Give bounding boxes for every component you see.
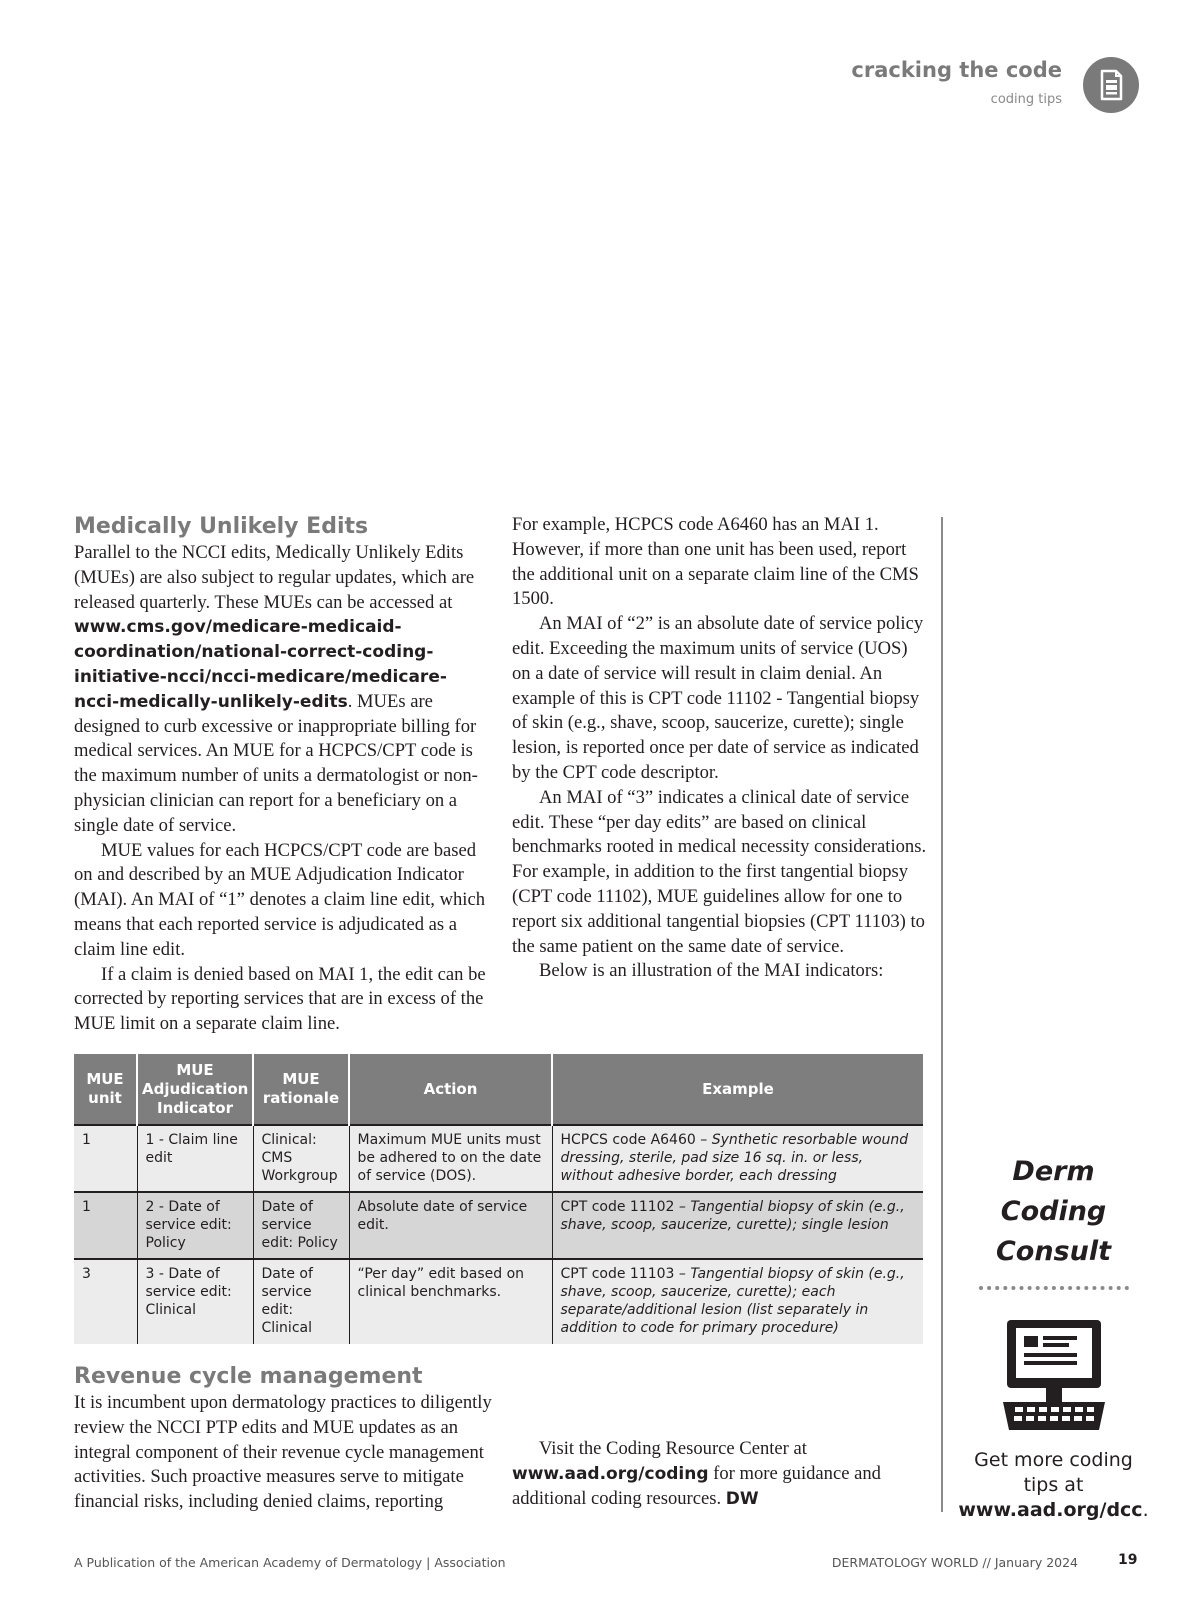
paragraph-text: Parallel to the NCCI edits, Medically Unlikely Edits (MUEs) are also subject to regular updates, which are released quarterly. These MUEs can be accessed at [74,542,475,613]
publication-footer: A Publication of the American Academy of Dermatology | Association [74,1555,506,1570]
paragraph-text: . MUEs are designed to curb excessive or inappropriate billing for medical services. An MUE for a HCPCS/CPT code is the maximum number of units a dermatologist or non-physician clinician can report for a beneficiary on a single date of service. [74,690,478,836]
paragraph: MUE values for each HCPCS/CPT code are based on and described by an MUE Adjudication Indicator (MAI). An MAI of “1” denotes a claim line edit, which means that each reported service is adjudicated as a claim line edit. [74,839,486,960]
paragraph: An MAI of “3” indicates a clinical date of service edit. These “per day edits” are based on clinical benchmarks rooted in medical necessity considerations. For example, in addition to the first tangential biopsy (CPT code 11102), MUE guidelines allow for one to report six additional tangential biopsies (CPT 11103) to the same patient on the same date of service. [512,786,927,957]
paragraph: It is incumbent upon dermatology practices to diligently review the NCCI PTP edits and MUE updates as an integral component of their revenue cycle management activities. Such proactive measures serve to mitigate financial risks, including denied claims, reporting [74,1392,492,1513]
cell-rationale: Date of service edit: Clinical [253,1259,349,1344]
column-header-indicator: MUE Adjudication Indicator [137,1054,253,1125]
cell-rationale: Clinical: CMS Workgroup [253,1125,349,1192]
cell-example [552,1259,923,1344]
computer-icon [999,1318,1109,1436]
cell-rationale: Date of service edit: Policy [253,1192,349,1259]
section-heading-mue: Medically Unlikely Edits [74,514,369,539]
table-row [74,1259,923,1344]
magazine-issue: DERMATOLOGY WORLD // January 2024 [831,1555,1078,1570]
cell-action: Absolute date of service edit. [349,1192,552,1259]
cell-action: “Per day” edit based on clinical benchmarks. [349,1259,552,1344]
cms-mue-link[interactable]: www.cms.gov/medicare-medicaid-coordination/national-correct-coding-initiative-ncci/ncci-medicare/medicare-ncci-medically-unlikely-edits [74,617,447,712]
sidebar-text-end: . [1142,1499,1149,1521]
table-row [74,1125,923,1192]
section-title: cracking the code [851,58,1062,82]
paragraph-text: for more guidance and additional coding resources. [512,1462,881,1509]
mai-indicators-table [74,1054,923,1344]
paragraph: Below is an illustration of the MAI indicators: [539,960,884,982]
column-header-unit: MUE unit [74,1054,137,1125]
paragraph [74,541,492,839]
end-signature: DW [725,1488,759,1509]
cell-action: Maximum MUE units must be adhered to on the date of service (DOS). [349,1125,552,1192]
paragraph: For example, HCPCS code A6460 has an MAI 1. However, if more than one unit has been used, report the additional unit on a separate claim line of the CMS 1500. [512,514,919,610]
cell-indicator: 3 - Date of service edit: Clinical [137,1259,253,1344]
article-column-left-lower [74,1363,492,1515]
example-code: CPT code 11102 – [560,1199,691,1215]
cell-indicator: 2 - Date of service edit: Policy [137,1192,253,1259]
section-heading-revenue: Revenue cycle management [74,1364,423,1389]
column-header-rationale: MUE rationale [253,1054,349,1125]
cell-unit: 1 [74,1125,137,1192]
article-column-right-lower [512,1363,928,1511]
column-divider [941,517,943,1512]
article-column-right [512,513,928,984]
column-header-example: Example [552,1054,923,1125]
cell-example [552,1125,923,1192]
paragraph-text: Visit the Coding Resource Center at [539,1438,807,1459]
paragraph: If a claim is denied based on MAI 1, the edit can be corrected by reporting services that are in excess of the MUE limit on a separate claim line. [74,963,486,1035]
cell-indicator: 1 - Claim line edit [137,1125,253,1192]
example-code: CPT code 11103 – [560,1266,691,1282]
example-code: HCPCS code A6460 – [560,1132,712,1148]
sidebar-text [955,1448,1152,1523]
sidebar-title: Derm Coding Consult [995,1156,1112,1267]
table-row [74,1192,923,1259]
cell-unit: 1 [74,1192,137,1259]
derm-coding-consult-sidebar [955,1152,1152,1523]
table-header-row [74,1054,923,1125]
paragraph-continued [512,1363,928,1437]
section-subtitle: coding tips [990,92,1062,107]
cell-unit: 3 [74,1259,137,1344]
example-description: Tangential biopsy of skin (e.g., shave, scoop, saucerize, curette); each separate/additional lesion (list separately in addition to code for primary procedure) [560,1266,905,1336]
paragraph: An MAI of “2” is an absolute date of service policy edit. Exceeding the maximum units of service (UOS) on a date of service will result in claim denial. An example of this is CPT code 11102 - Tangential biopsy of skin (e.g., shave, scoop, saucerize, curette); single lesion, is reported once per date of service as indicated by the CPT code descriptor. [512,613,924,783]
aad-dcc-link[interactable]: www.aad.org/dcc [958,1499,1143,1521]
cell-example [552,1192,923,1259]
column-header-action: Action [349,1054,552,1125]
example-description: Synthetic resorbable wound dressing, sterile, pad size 16 sq. in. or less, without adhesive border, each dressing [560,1132,909,1184]
aad-coding-link[interactable]: www.aad.org/coding [512,1463,709,1484]
example-description: Tangential biopsy of skin (e.g., shave, scoop, saucerize, curette); single lesion [560,1199,905,1233]
sidebar-text-lead: Get more coding tips at [974,1449,1133,1496]
document-icon [1083,57,1139,113]
page-number: 19 [1118,1552,1138,1568]
paragraph [512,1437,928,1511]
article-column-left [74,513,492,1037]
dotted-divider [979,1286,1129,1290]
